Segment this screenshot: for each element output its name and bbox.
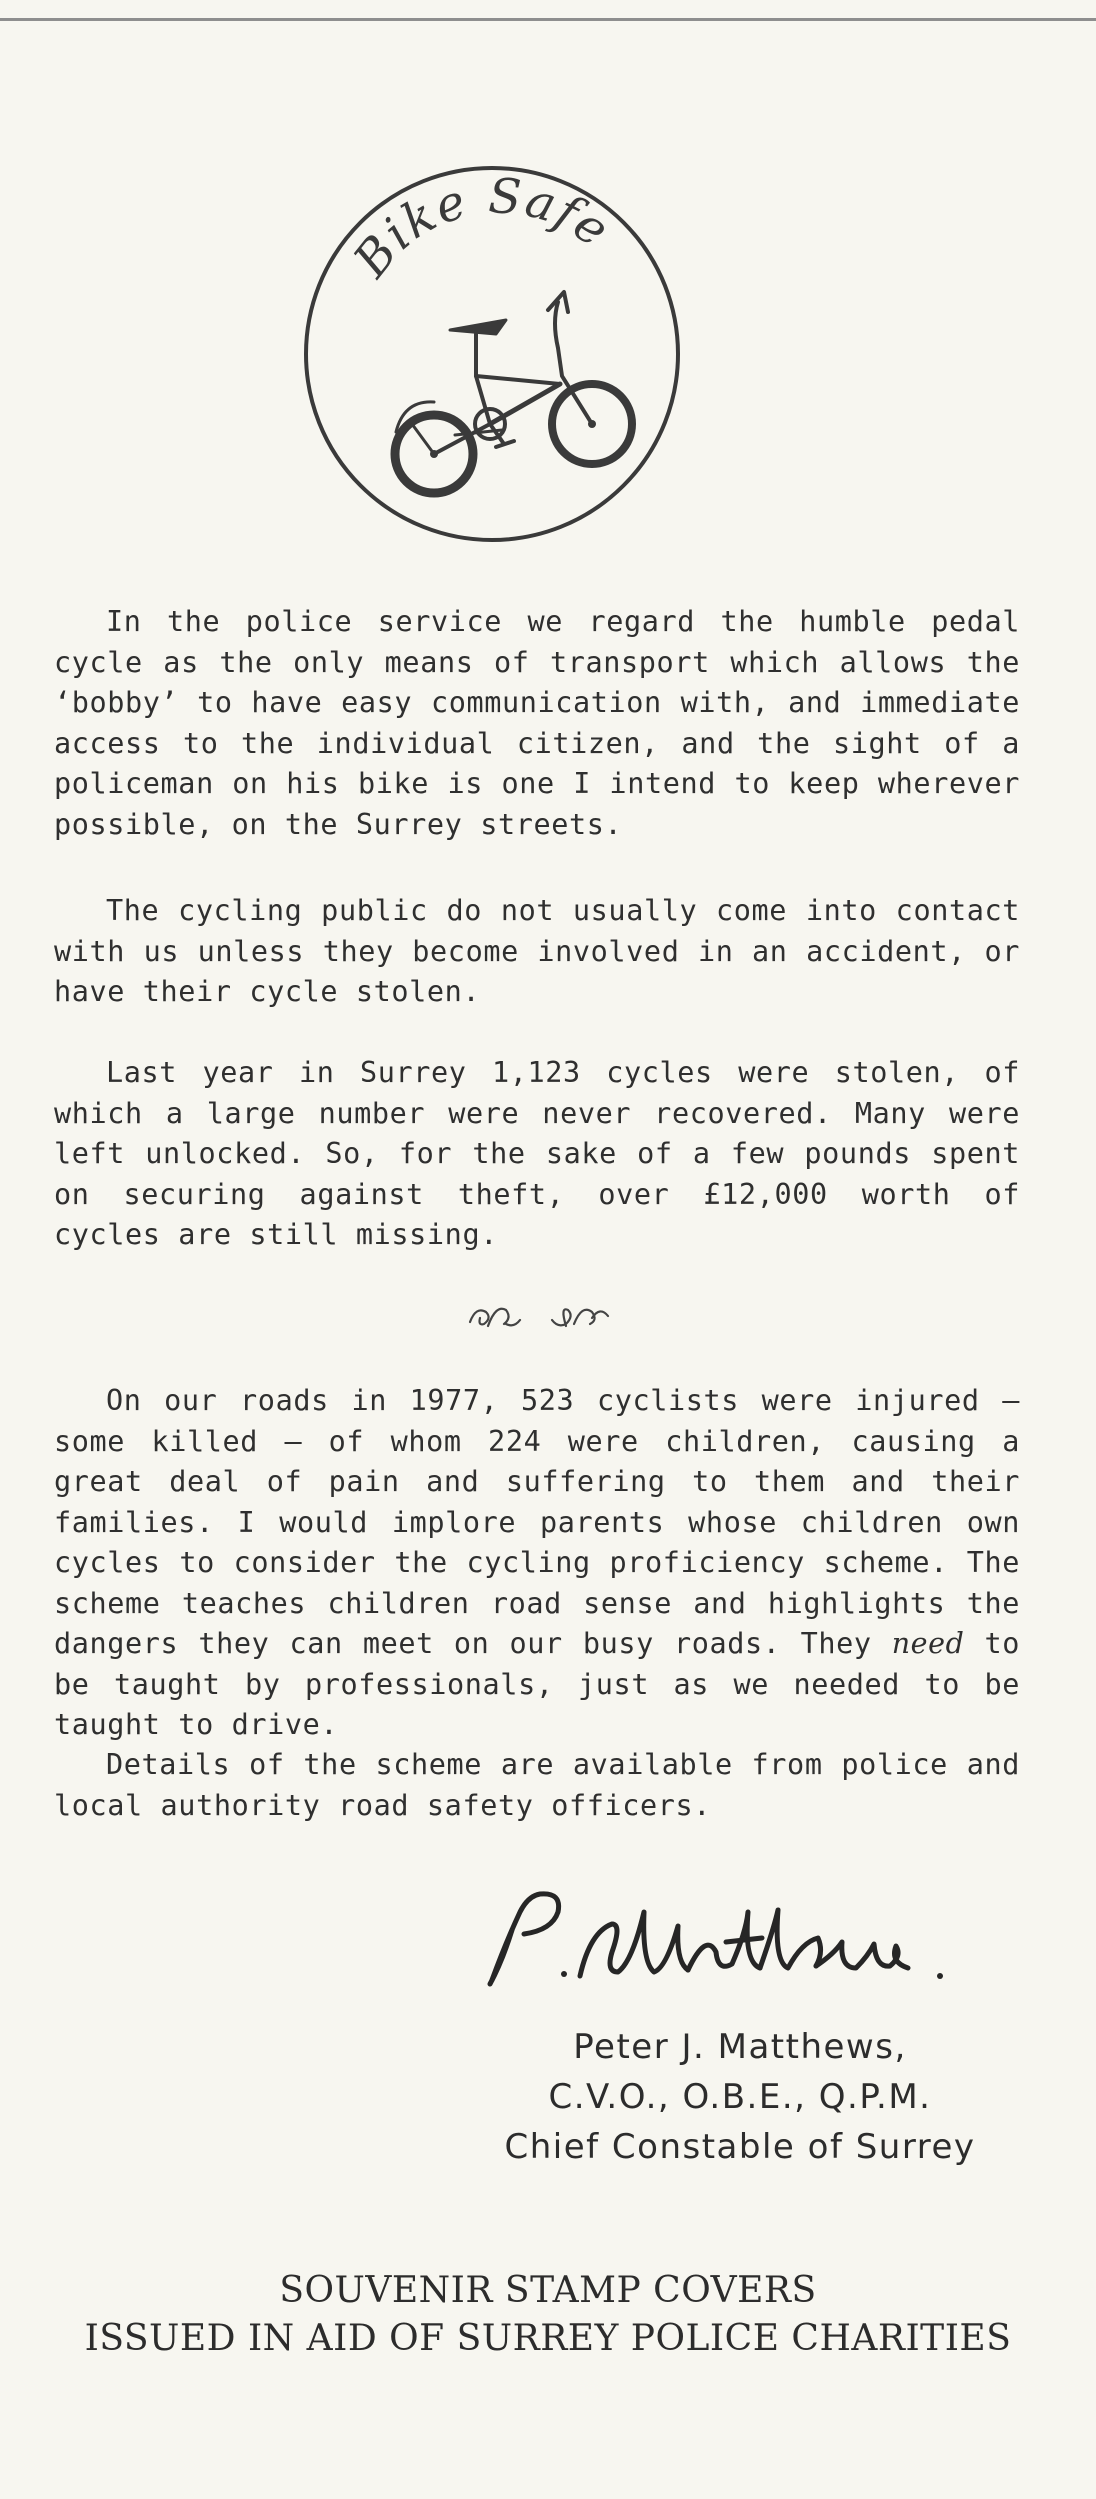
paragraph-bobby: In the police service we regard the humble pedal cycle as the only means of transport which allows the ‘bobby’ to have easy communication with, and immediate access to the individual citizen, and the sight of a policeman on his bike is one I intend to keep wherever possible, on the Surrey streets. — [54, 605, 1020, 841]
ornament-left — [470, 1309, 520, 1326]
footer-line-2: ISSUED IN AID OF SURREY POLICE CHARITIES — [84, 2318, 1012, 2359]
paragraph-injuries-text: On our roads in 1977, 523 cyclists were injured – some killed – of whom 224 were children, causing a great deal of pain and suffering to them and their families. I would implore parents whose children own cycles to consider the cycling proficiency scheme. The scheme teaches children road sense and highlights the dangers they can meet on our busy roads. They — [54, 1384, 1020, 1660]
paragraph-injuries — [54, 1381, 1020, 1746]
logo-text: Bike Safe — [343, 168, 621, 288]
ornament-divider — [466, 1298, 612, 1334]
signatory-title: Chief Constable of Surrey — [504, 2127, 976, 2167]
top-edge-rule — [0, 18, 1096, 21]
bike-safe-logo — [300, 162, 684, 546]
ornament-right — [552, 1309, 608, 1326]
bicycle-icon — [395, 292, 632, 493]
paragraph-theft: Last year in Surrey 1,123 cycles were stolen, of which a large number were never recovered. Many were left unlocked. So, for the sake of a few pounds spent on securing against theft, over £12,000 worth of cycles are still missing. — [54, 1056, 1020, 1251]
signatory-name: Peter J. Matthews, — [573, 2027, 907, 2067]
signatory-block — [440, 2022, 1040, 2172]
footer-line-1: SOUVENIR STAMP COVERS — [279, 2270, 817, 2311]
signatory-honours: C.V.O., O.B.E., Q.P.M. — [548, 2077, 932, 2117]
handwritten-signature — [462, 1872, 962, 2002]
paragraph-details: Details of the scheme are available from police and local authority road safety officers. — [54, 1748, 1020, 1822]
emphasis-need: need — [891, 1627, 965, 1660]
footer-caption — [0, 2267, 1096, 2363]
paragraph-contact: The cycling public do not usually come into contact with us unless they become involved in an accident, or have their cycle stolen. — [54, 894, 1020, 1008]
paragraph-injuries-end: to be taught by professionals, just as we needed to be taught to drive. — [54, 1627, 1021, 1741]
